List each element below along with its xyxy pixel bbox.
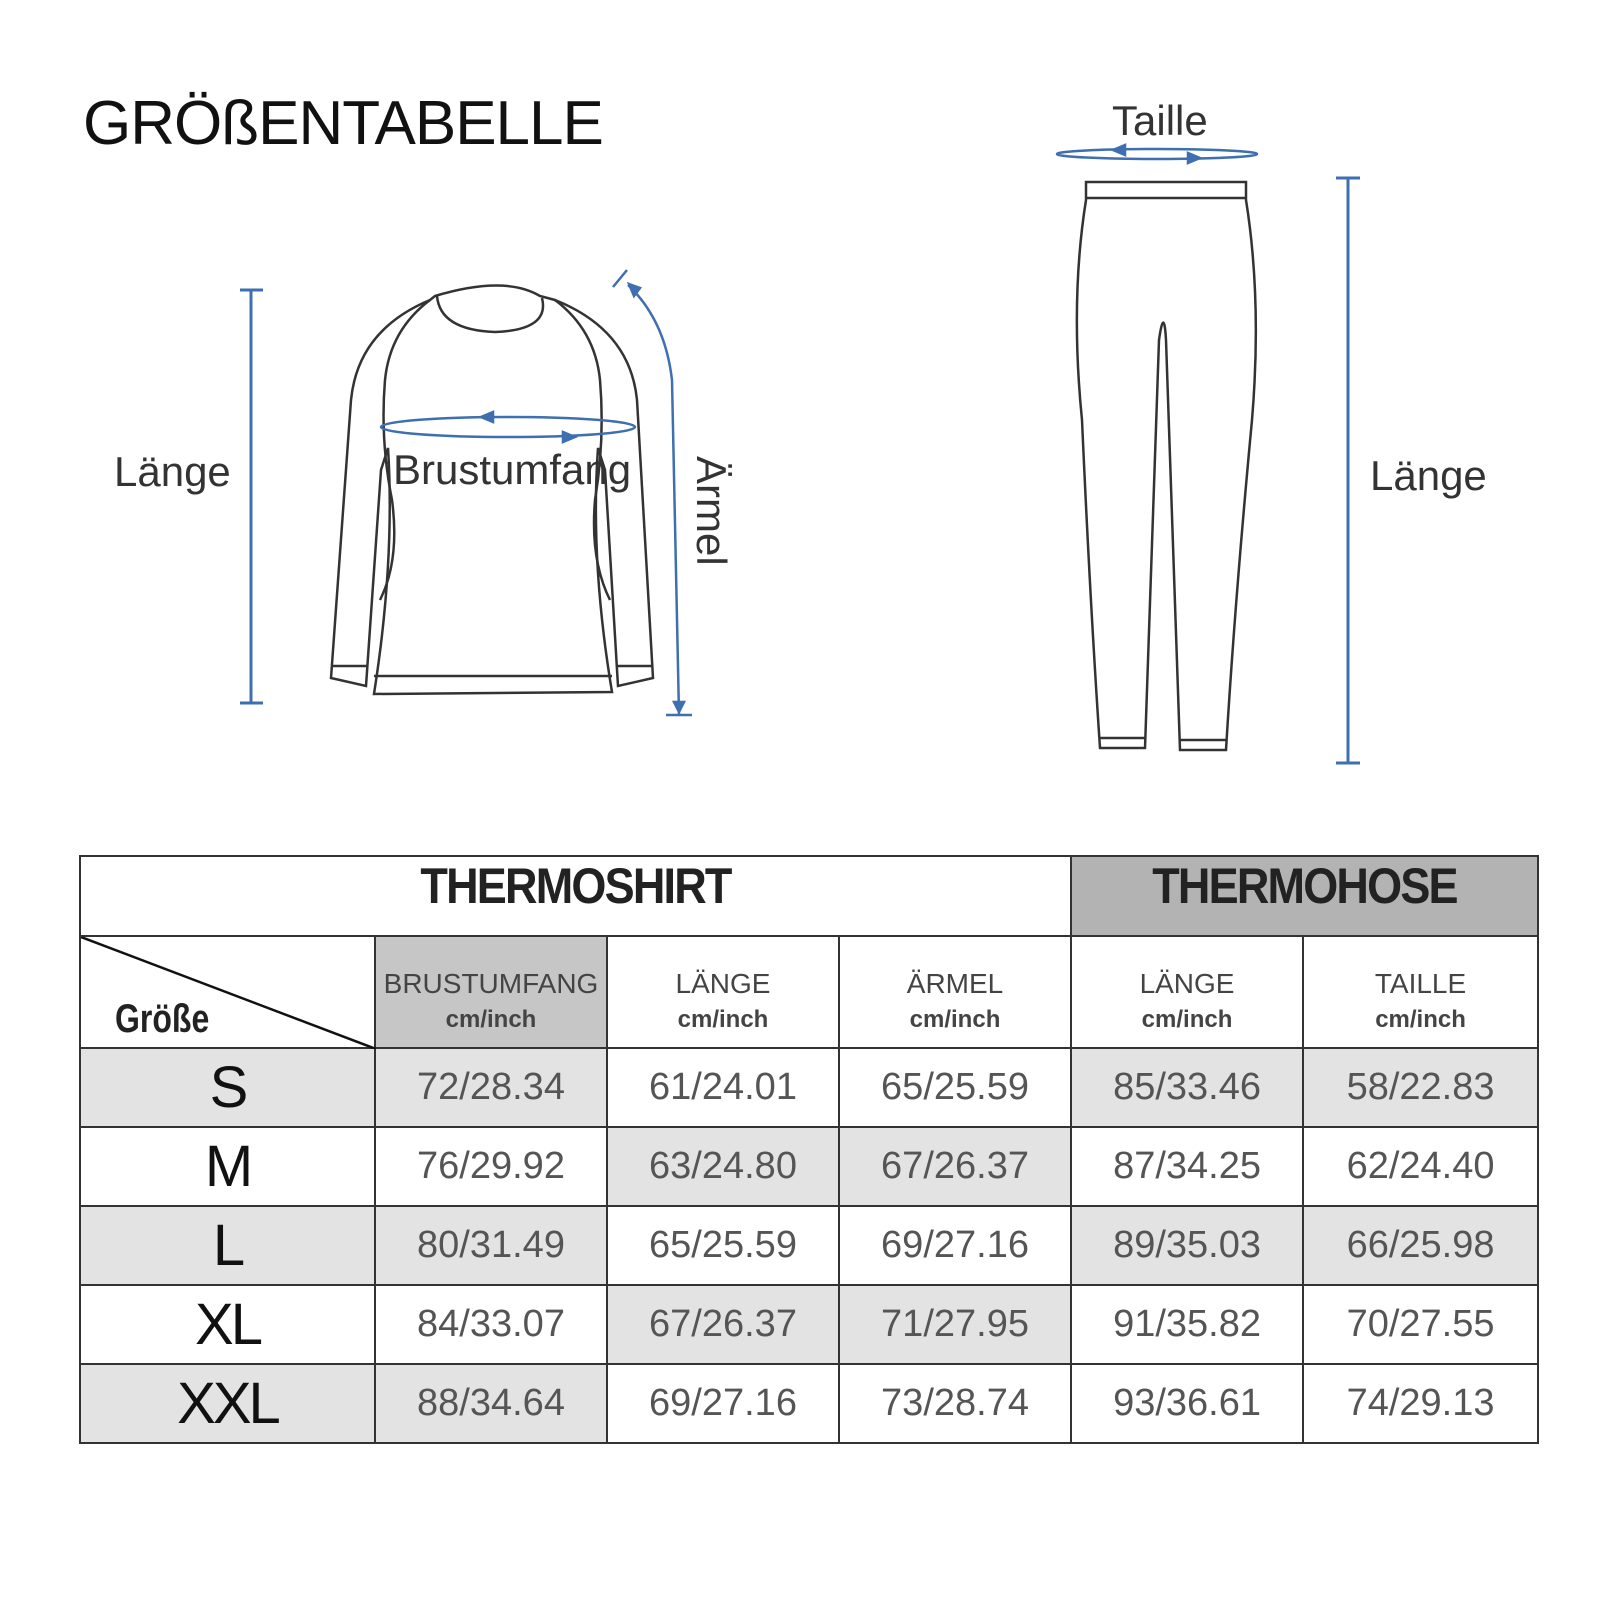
col-header-waist xyxy=(1303,936,1538,1048)
shirt-length-measure xyxy=(240,290,263,703)
value-cell: 71/27.95 xyxy=(839,1285,1071,1364)
pants-outline xyxy=(1077,182,1256,750)
value-cell: 65/25.59 xyxy=(839,1048,1071,1127)
value-cell: 85/33.46 xyxy=(1071,1048,1303,1127)
col-header-unit: cm/inch xyxy=(1141,1006,1233,1033)
value-cell: 63/24.80 xyxy=(607,1127,839,1206)
value-cell: 72/28.34 xyxy=(375,1048,607,1127)
value-cell: 76/29.92 xyxy=(375,1127,607,1206)
value-cell: 58/22.83 xyxy=(1303,1048,1538,1127)
col-header-pants-length xyxy=(1071,936,1303,1048)
value-cell: 67/26.37 xyxy=(839,1127,1071,1206)
group-shirt-label: THERMOSHIRT xyxy=(420,858,731,914)
value-cell: 84/33.07 xyxy=(375,1285,607,1364)
value-cell: 87/34.25 xyxy=(1071,1127,1303,1206)
table-row-m xyxy=(80,1127,1538,1206)
size-cell: L xyxy=(80,1206,375,1285)
size-cell: M xyxy=(80,1127,375,1206)
group-header-shirt xyxy=(80,856,1071,936)
value-cell: 66/25.98 xyxy=(1303,1206,1538,1285)
value-cell: 65/25.59 xyxy=(607,1206,839,1285)
value-cell: 93/36.61 xyxy=(1071,1364,1303,1443)
pants-waist-label: Taille xyxy=(1112,97,1208,144)
value-cell: 73/28.74 xyxy=(839,1364,1071,1443)
col-header-unit: cm/inch xyxy=(909,1006,1001,1033)
col-header-label: LÄNGE xyxy=(1139,968,1235,999)
size-cell: XL xyxy=(80,1285,375,1364)
value-cell: 62/24.40 xyxy=(1303,1127,1538,1206)
value-cell: 61/24.01 xyxy=(607,1048,839,1127)
value-cell: 80/31.49 xyxy=(375,1206,607,1285)
value-cell: 67/26.37 xyxy=(607,1285,839,1364)
group-header-pants xyxy=(1071,856,1538,936)
value-cell: 88/34.64 xyxy=(375,1364,607,1443)
col-header-unit: cm/inch xyxy=(1375,1006,1466,1033)
col-header-unit: cm/inch xyxy=(445,1006,537,1033)
table-row-xl xyxy=(80,1285,1538,1364)
value-cell: 89/35.03 xyxy=(1071,1206,1303,1285)
col-header-label: BRUSTUMFANG xyxy=(383,968,599,999)
pants-length-measure xyxy=(1336,178,1360,763)
table-row-l xyxy=(80,1206,1538,1285)
col-header-label: TAILLE xyxy=(1374,968,1467,999)
col-header-chest xyxy=(375,936,607,1048)
size-header-label: Größe xyxy=(115,997,210,1041)
size-table xyxy=(79,855,1539,1444)
page-title: GRÖßENTABELLE xyxy=(83,89,603,158)
value-cell: 69/27.16 xyxy=(607,1364,839,1443)
value-cell: 70/27.55 xyxy=(1303,1285,1538,1364)
table-row-s xyxy=(80,1048,1538,1127)
col-header-shirt-length xyxy=(607,936,839,1048)
shirt-sleeve-label: Ärmel xyxy=(688,456,735,566)
pants-length-label: Länge xyxy=(1370,452,1487,499)
col-header-unit: cm/inch xyxy=(677,1006,769,1033)
shirt-chest-label: Brustumfang xyxy=(393,446,632,493)
table-row-xxl xyxy=(80,1364,1538,1443)
col-header-label: LÄNGE xyxy=(675,968,771,999)
col-header-label: ÄRMEL xyxy=(906,968,1004,999)
size-cell: S xyxy=(80,1048,375,1127)
col-header-sleeve xyxy=(839,936,1071,1048)
shirt-length-label: Länge xyxy=(114,448,231,495)
chest-measure xyxy=(381,412,635,442)
size-corner-cell xyxy=(80,936,375,1048)
value-cell: 69/27.16 xyxy=(839,1206,1071,1285)
value-cell: 74/29.13 xyxy=(1303,1364,1538,1443)
waist-measure xyxy=(1057,145,1257,163)
value-cell: 91/35.82 xyxy=(1071,1285,1303,1364)
size-cell: XXL xyxy=(80,1364,375,1443)
group-pants-label: THERMOHOSE xyxy=(1152,858,1457,914)
